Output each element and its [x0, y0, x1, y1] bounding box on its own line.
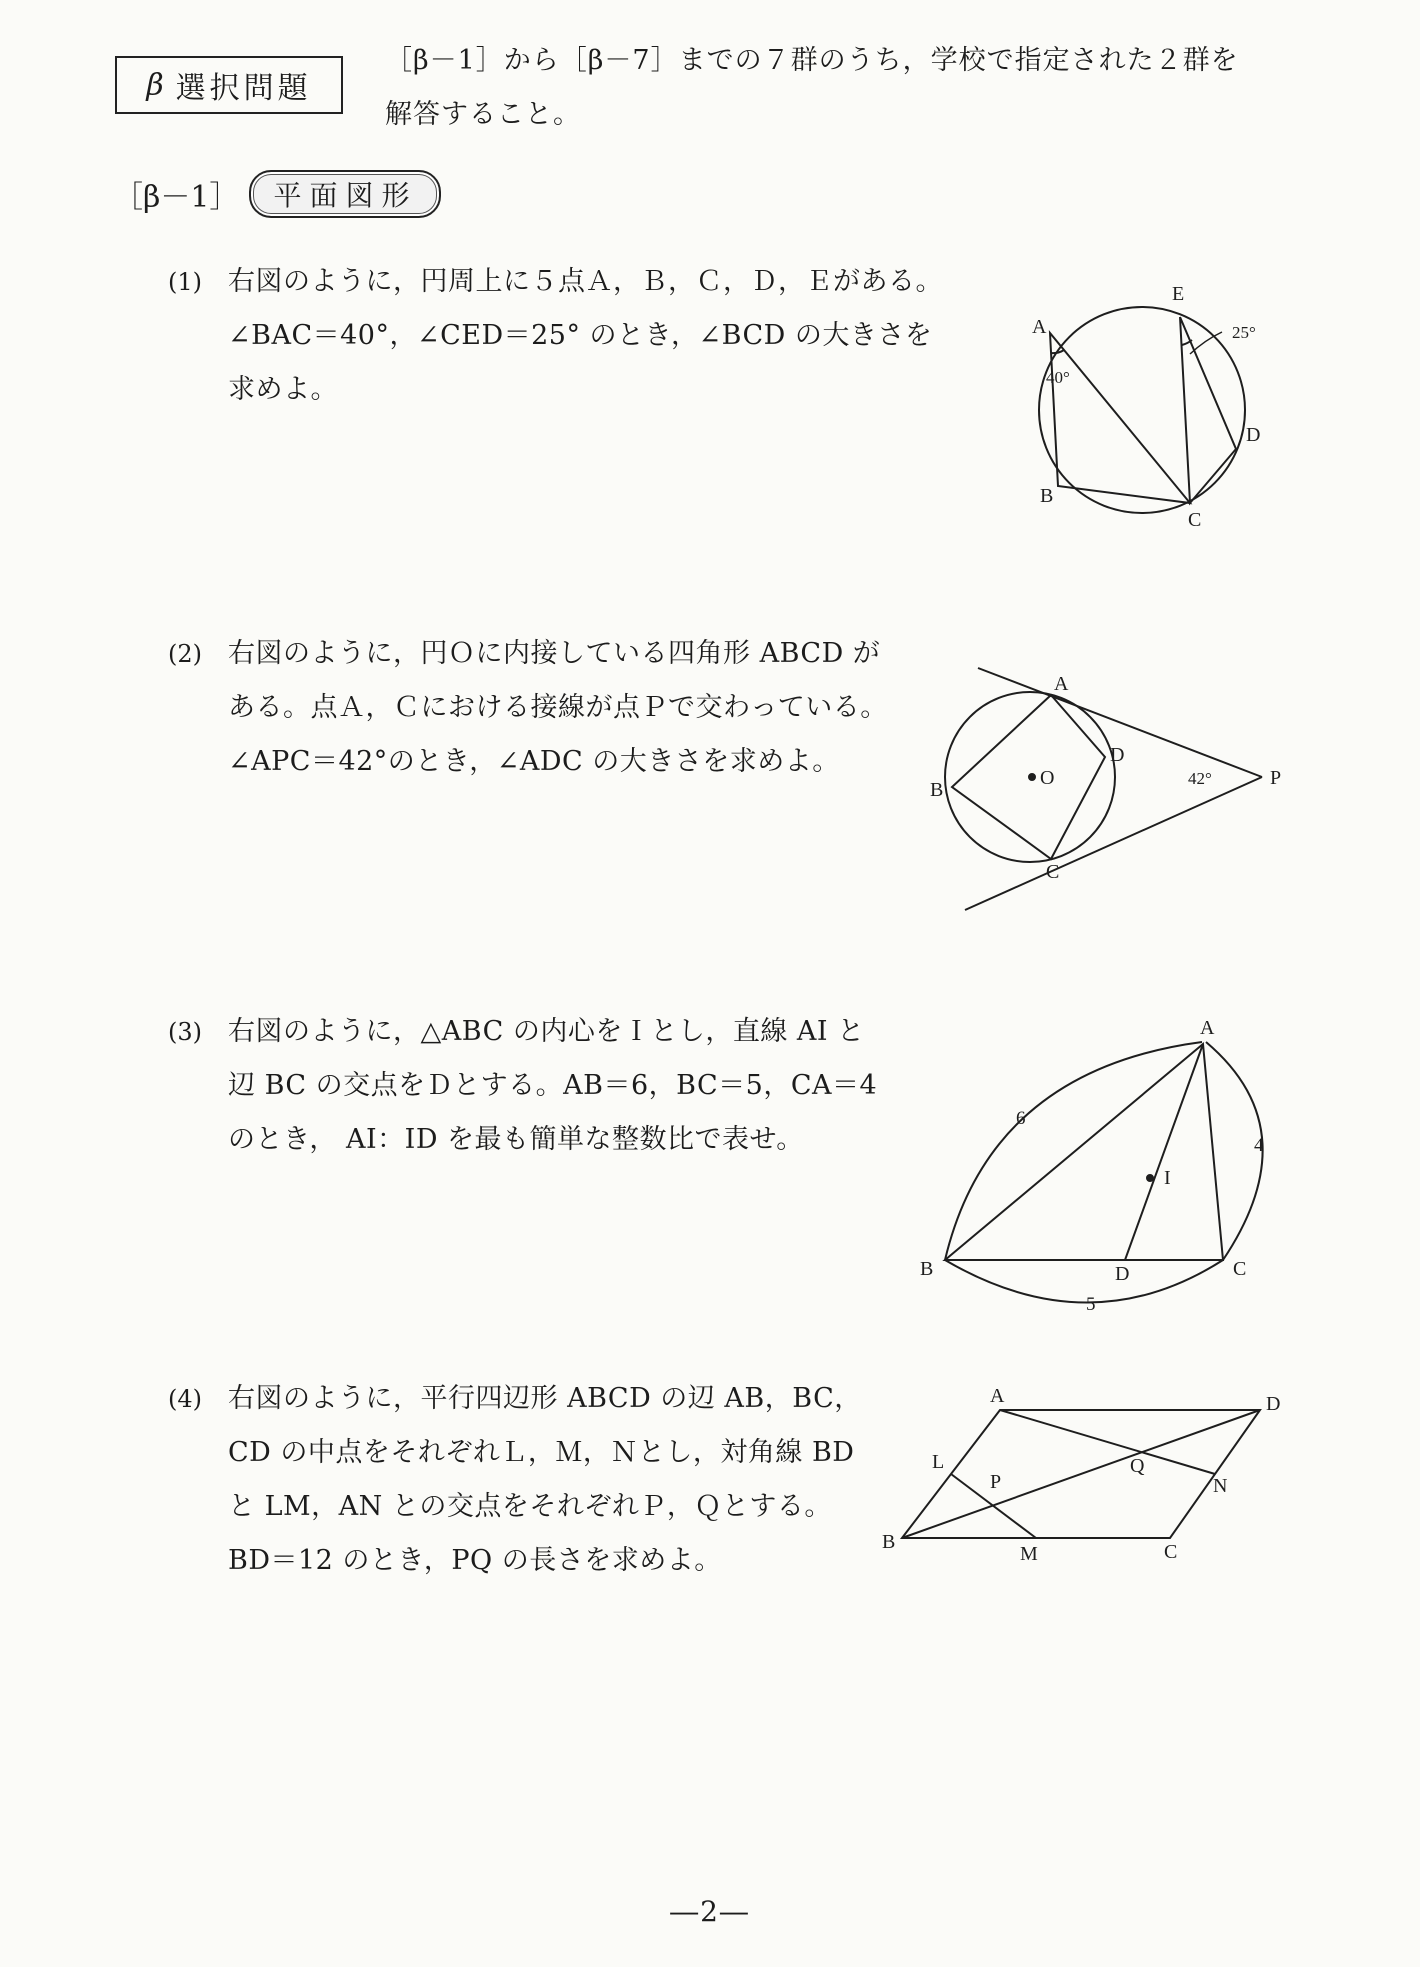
fig3-label-d: D: [1115, 1263, 1130, 1285]
fig4-label-m: M: [1020, 1543, 1038, 1565]
fig1-label-d: D: [1246, 424, 1261, 446]
problem-2-text: [228, 627, 968, 789]
section-type-label: 選択問題: [175, 71, 312, 106]
fig3-length-ab: 6: [1016, 1108, 1026, 1129]
problem-1-number: (1): [168, 268, 202, 296]
fig3-label-b: B: [920, 1258, 934, 1280]
section-type-box: [115, 56, 343, 114]
fig3-brace-bc: [945, 1260, 1223, 1303]
problem-3-number: (3): [168, 1018, 202, 1046]
fig1-circle: [1039, 307, 1245, 513]
section-title-pill: 平面図形: [249, 170, 441, 218]
fig4-label-l: L: [932, 1451, 945, 1473]
fig1-path-ecd: [1180, 317, 1236, 503]
problem-2-line-2: ある。点Ａ，Ｃにおける接線が点Ｐで交わっている。: [228, 692, 888, 723]
fig2-center-dot: [1029, 774, 1035, 780]
fig1-angle-a-label: 40°: [1046, 368, 1070, 387]
problem-3-line-3: のとき， AI：ID を最も簡単な整数比で表せ。: [228, 1124, 804, 1155]
fig2-angle-p-label: 42°: [1188, 769, 1212, 788]
problem-3-text: [228, 1005, 968, 1167]
fig4-label-a: A: [990, 1385, 1005, 1407]
fig3-label-a: A: [1200, 1017, 1215, 1039]
instructions-line-2: 解答すること。: [385, 99, 581, 130]
fig4-diagonal-bd: [902, 1410, 1260, 1538]
fig1-angle-e-pointer: [1190, 332, 1222, 354]
problem-3-line-1: 右図のように，△ABC の内心をＩとし，直線 AI と: [228, 1016, 865, 1047]
problem-4-line-4: BD＝12 のとき，PQ の長さを求めよ。: [228, 1545, 722, 1576]
fig1-label-b: B: [1040, 485, 1054, 507]
problem-1-text: [228, 255, 968, 417]
problem-2-line-3: ∠APC＝42°のとき，∠ADC の大きさを求めよ。: [228, 746, 840, 777]
problem-4-text: [228, 1372, 968, 1588]
fig2-label-p: P: [1270, 767, 1282, 789]
fig2-label-d: D: [1110, 744, 1125, 766]
problem-3-line-2: 辺 BC の交点をＤとする。AB＝6，BC＝5，CA＝4: [228, 1070, 878, 1101]
fig2-label-b: B: [930, 779, 944, 801]
fig1-label-e: E: [1172, 283, 1185, 305]
fig4-label-q: Q: [1130, 1455, 1145, 1477]
fig1-triangle-abc: [1050, 333, 1190, 503]
fig3-label-c: C: [1233, 1258, 1247, 1280]
fig3-incenter-dot: [1147, 1175, 1153, 1181]
figure-1: [1000, 270, 1300, 540]
section-number: ［β－1］: [113, 180, 240, 215]
figure-2: [920, 660, 1290, 920]
fig2-label-a: A: [1054, 673, 1069, 695]
section-heading: [113, 170, 441, 218]
fig4-label-n: N: [1213, 1475, 1228, 1497]
fig4-label-b: B: [882, 1531, 896, 1553]
fig2-label-c: C: [1046, 861, 1060, 883]
fig1-angle-e-label: 25°: [1232, 323, 1256, 342]
fig1-label-a: A: [1032, 316, 1047, 338]
problem-1-line-1: 右図のように，円周上に５点Ａ，Ｂ，Ｃ，Ｄ，Ｅがある。: [228, 266, 943, 297]
fig4-label-d: D: [1266, 1393, 1281, 1415]
fig4-label-p: P: [990, 1471, 1002, 1493]
instructions: [385, 34, 1285, 142]
problem-2-line-1: 右図のように，円Ｏに内接している四角形 ABCD が: [228, 638, 881, 669]
problem-4-line-1: 右図のように，平行四辺形 ABCD の辺 AB，BC，: [228, 1383, 862, 1414]
fig2-label-o: O: [1040, 767, 1055, 789]
problem-4-number: (4): [168, 1385, 202, 1413]
fig3-label-i: I: [1164, 1167, 1171, 1189]
fig3-length-bc: 5: [1086, 1294, 1096, 1315]
figure-4: [880, 1380, 1300, 1570]
problem-1-line-3: 求めよ。: [228, 374, 338, 405]
problem-4-line-3: と LM，AN との交点をそれぞれＰ，Ｑとする。: [228, 1491, 832, 1522]
fig1-label-c: C: [1188, 509, 1202, 531]
fig4-label-c: C: [1164, 1541, 1178, 1563]
problem-2-number: (2): [168, 640, 202, 668]
beta-symbol: β: [146, 67, 168, 103]
figure-3: [910, 1010, 1290, 1340]
problem-1-line-2: ∠BAC＝40°，∠CED＝25° のとき，∠BCD の大きさを: [228, 320, 933, 351]
instructions-line-1: ［β－1］から［β－7］までの７群のうち，学校で指定された２群を: [385, 45, 1239, 76]
problem-4-line-2: CD の中点をそれぞれＬ，Ｍ，Ｎとし，対角線 BD: [228, 1437, 855, 1468]
fig3-length-ca: 4: [1254, 1135, 1264, 1156]
page-number: ―2―: [670, 1895, 750, 1928]
